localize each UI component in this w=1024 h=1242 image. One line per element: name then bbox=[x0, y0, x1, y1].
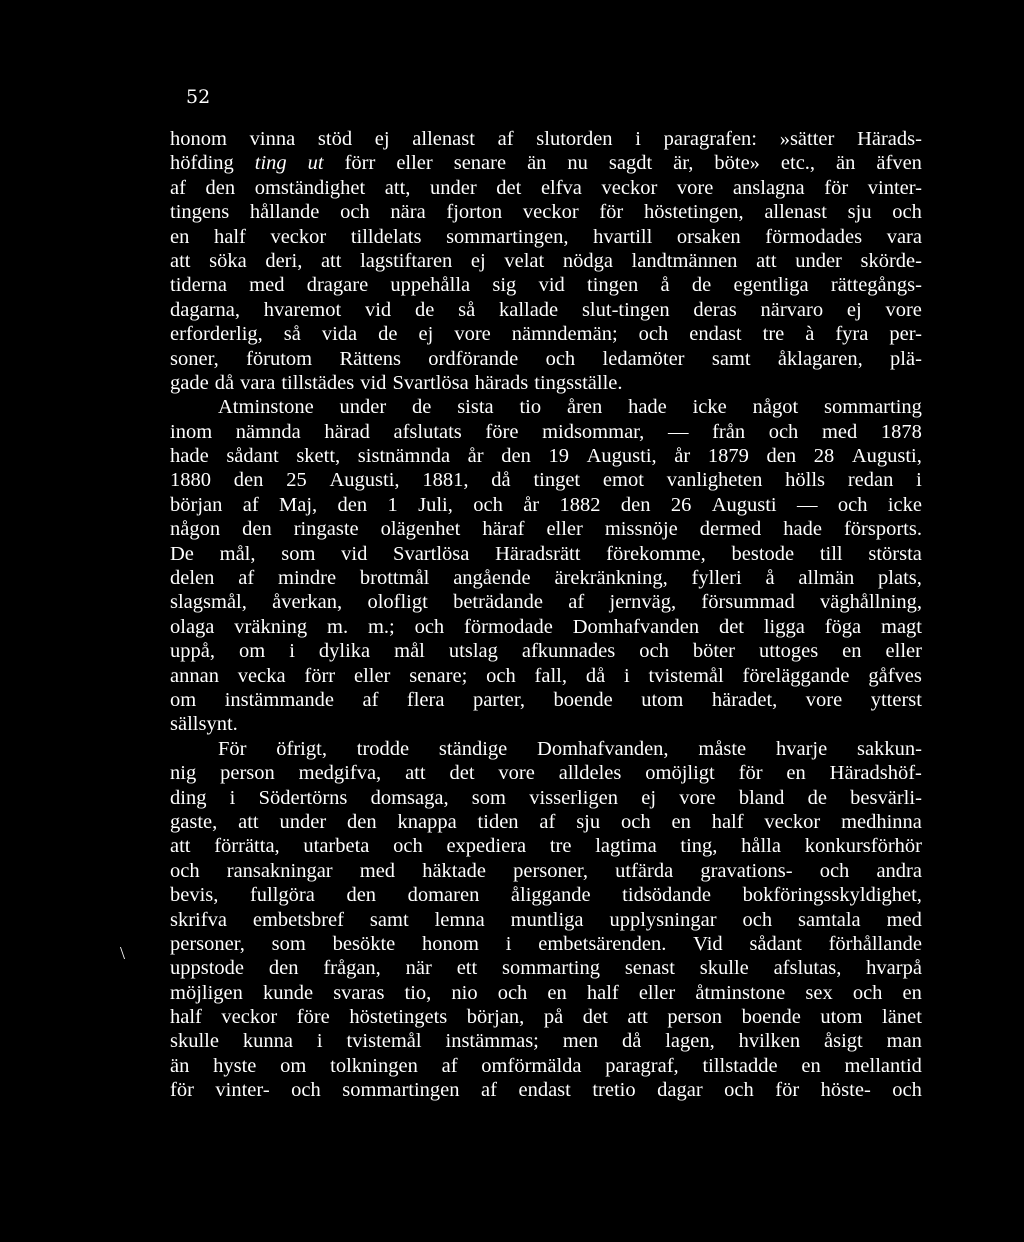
text-line: att förrätta, utarbeta och expediera tre lagtima ting, hålla konkursförhör bbox=[170, 835, 922, 858]
text-line: af den omständighet att, under det elfva veckor vore anslagna för vinter- bbox=[170, 176, 922, 199]
text-line: soner, förutom Rättens ordförande och ledamöter samt åklagaren, plä- bbox=[170, 347, 922, 370]
text-line: tiderna med dragare uppehålla sig vid tingen å de egentliga rättegångs- bbox=[170, 274, 922, 297]
text-line: skrifva embetsbref samt lemna muntliga upplysningar och samtala med bbox=[170, 908, 922, 931]
text-line: tingens hållande och nära fjorton veckor för höstetingen, allenast sju och bbox=[170, 201, 922, 224]
text-line: annan vecka förr eller senare; och fall, då i tvistemål föreläggande gåfves bbox=[170, 664, 922, 687]
text-line: någon den ringaste olägenhet häraf eller missnöje dermed hade försports. bbox=[170, 518, 922, 541]
text-line: början af Maj, den 1 Juli, och år 1882 den 26 Augusti — och icke bbox=[170, 493, 922, 516]
text-line: nig person medgifva, att det vore alldeles omöjligt för en Häradshöf- bbox=[170, 762, 922, 785]
text-line: personer, som besökte honom i embetsärenden. Vid sådant förhållande bbox=[170, 932, 922, 955]
text-line: uppå, om i dylika mål utslag afkunnades och böter uttoges en eller bbox=[170, 640, 922, 663]
text-line: gade då vara tillstädes vid Svartlösa härads tingsställe. bbox=[170, 371, 623, 394]
text-line: För öfrigt, trodde ständige Domhafvanden, måste hvarje sakkun- bbox=[218, 737, 922, 760]
text-line: om instämmande af flera parter, boende utom häradet, vore ytterst bbox=[170, 688, 922, 711]
text-line: att söka deri, att lagstiftaren ej velat nödga landtmännen att under skörde- bbox=[170, 249, 922, 272]
text-line: erforderlig, så vida de ej vore nämndemän; och endast tre à fyra per- bbox=[170, 323, 922, 346]
text-line: en half veckor tilldelats sommartingen, hvartill orsaken förmodades vara bbox=[170, 225, 922, 248]
text-line: 1880 den 25 Augusti, 1881, då tinget emot vanligheten hölls redan i bbox=[170, 469, 922, 492]
text-line: för vinter- och sommartingen af endast tretio dagar och för höste- och bbox=[170, 1079, 922, 1102]
text-line: och ransakningar med häktade personer, utfärda gravations- och andra bbox=[170, 859, 922, 882]
text-line: Atminstone under de sista tio åren hade icke något sommarting bbox=[218, 396, 922, 419]
page-number: 52 bbox=[186, 86, 211, 108]
text-line: delen af mindre brottmål angående ärekränkning, fylleri å allmän plats, bbox=[170, 567, 922, 590]
text-line: slagsmål, åverkan, olofligt beträdande af jernväg, försummad väghållning, bbox=[170, 591, 922, 614]
text-line: honom vinna stöd ej allenast af slutorden i paragrafen: »sätter Härads- bbox=[170, 128, 922, 150]
text-line: olaga vräkning m. m.; och förmodade Domhafvanden det ligga föga magt bbox=[170, 615, 922, 638]
text-line: gaste, att under den knappa tiden af sju och en half veckor medhinna bbox=[170, 810, 922, 833]
text-line: höfding ting ut förr eller senare än nu sagdt är, böte» etc., än äfven bbox=[170, 152, 922, 175]
text-line: inom nämnda härad afslutats före midsommar, — från och med 1878 bbox=[170, 420, 922, 443]
text-line: sällsynt. bbox=[170, 713, 238, 736]
text-line: uppstode den frågan, när ett sommarting senast skulle afslutas, hvarpå bbox=[170, 957, 922, 980]
text-line: hade sådant skett, sistnämnda år den 19 Augusti, år 1879 den 28 Augusti, bbox=[170, 445, 922, 468]
body-text bbox=[170, 127, 922, 1103]
text-line: bevis, fullgöra den domaren åliggande tidsödande bokföringsskyldighet, bbox=[170, 884, 922, 907]
text-line: möjligen kunde svaras tio, nio och en half eller åtminstone sex och en bbox=[170, 981, 922, 1004]
text-line: De mål, som vid Svartlösa Häradsrätt förekomme, bestode till största bbox=[170, 542, 922, 565]
text-line: än hyste om tolkningen af omförmälda paragraf, tillstadde en mellantid bbox=[170, 1054, 922, 1077]
text-line: skulle kunna i tvistemål instämmas; men då lagen, hvilken åsigt man bbox=[170, 1030, 922, 1053]
text-line: half veckor före höstetingets början, på det att person boende utom länet bbox=[170, 1006, 922, 1029]
margin-mark: \ bbox=[120, 943, 126, 963]
text-line: dagarna, hvaremot vid de så kallade slut-tingen deras närvaro ej vore bbox=[170, 298, 922, 321]
text-line: ding i Södertörns domsaga, som visserligen ej vore bland de besvärli- bbox=[170, 786, 922, 809]
